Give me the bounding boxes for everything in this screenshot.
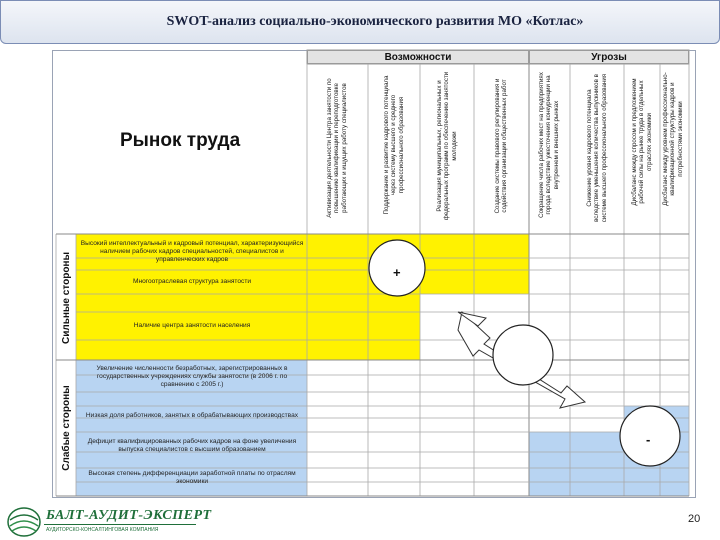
market-title: Рынок труда	[120, 130, 241, 151]
header-opportunities: Возможности	[307, 50, 529, 64]
row-label-6: Дефицит квалифицированных рабочих кадров на фоне увеличения выпуска специалистов с высшим образованием	[87, 438, 297, 453]
logo-divider	[44, 524, 196, 525]
plus-symbol: +	[393, 265, 401, 280]
cell-s3-o2	[368, 294, 420, 360]
row-label-3: Наличие центра занятости населения	[133, 322, 251, 329]
column-label-3: Реализация муниципальных, региональных и федеральных программ по обеспечению занятости молодежи	[436, 71, 458, 221]
column-label-5: Сокращение числа рабочих мест на предприятиях города вследствие ужесточения конкуренции на внутреннем и внешних рынках	[538, 72, 560, 218]
page-number: 20	[688, 513, 701, 525]
column-label-2: Поддержание и развитие кадрового потенциала через систему высшего и среднего профессионального образования	[383, 75, 405, 215]
row-label-7: Высокая степень дифференциации заработной платы по отраслям экономики	[88, 470, 296, 485]
cell-s1b-o1	[307, 258, 368, 294]
globe-icon	[8, 508, 40, 536]
row-label-1: Высокий интеллектуальный и кадровый потенциал, характеризующийся наличием рабочих кадров специальностей, специалистов и управленческих кадров	[80, 240, 304, 263]
cell-s1-o4	[474, 234, 529, 258]
cell-s1b-o4	[474, 258, 529, 294]
cell-s1-o3	[420, 234, 474, 258]
row-label-4: Увеличение численности безработных, зарегистрированных в государственных учреждениях службы занятости (в 2006 г. по сравнению с 2005 г.)	[96, 365, 288, 388]
column-label-4: Создание системы правового регулирования и содействия организации общественных работ	[493, 78, 508, 214]
header-threats: Угрозы	[529, 50, 689, 64]
minus-symbol: -	[646, 432, 651, 447]
column-label-6: Снижение уровня кадрового потенциала вследствие уменьшения количества выпускников в системе высшего профессионального образования	[586, 73, 608, 223]
column-label-8: Дисбаланс между уровнем профессионально-квалификационной структуры кадров и потребностями экономики	[662, 72, 684, 206]
cell-s1-o1	[307, 234, 368, 258]
center-circle	[493, 325, 553, 385]
row-label-5: Низкая доля работников, занятых в обрабатывающих производствах	[85, 412, 299, 419]
column-label-1: Активизация деятельности Центра занятости по повышению квалификации и переподготовке работающих и ищущих работу специалистов	[326, 78, 348, 218]
logo-name: БАЛТ-АУДИТ-ЭКСПЕРТ	[46, 508, 212, 523]
row-label-2: Многоотраслевая структура занятости	[132, 278, 252, 285]
column-label-7: Дисбаланс между спросом и предложением рабочей силы на рынке труда в отдельных отраслях экономики	[631, 78, 653, 206]
weaknesses-label: Слабые стороны	[60, 385, 72, 471]
logo-subtitle: АУДИТОРСКО-КОНСАЛТИНГОВАЯ КОМПАНИЯ	[46, 527, 159, 533]
cell-s3-o1	[307, 294, 368, 360]
cell-s1b-o3	[420, 258, 474, 294]
strengths-label: Сильные стороны	[60, 251, 72, 345]
slide-title: SWOT-анализ социально-экономического развития МО «Котлас»	[166, 14, 584, 29]
